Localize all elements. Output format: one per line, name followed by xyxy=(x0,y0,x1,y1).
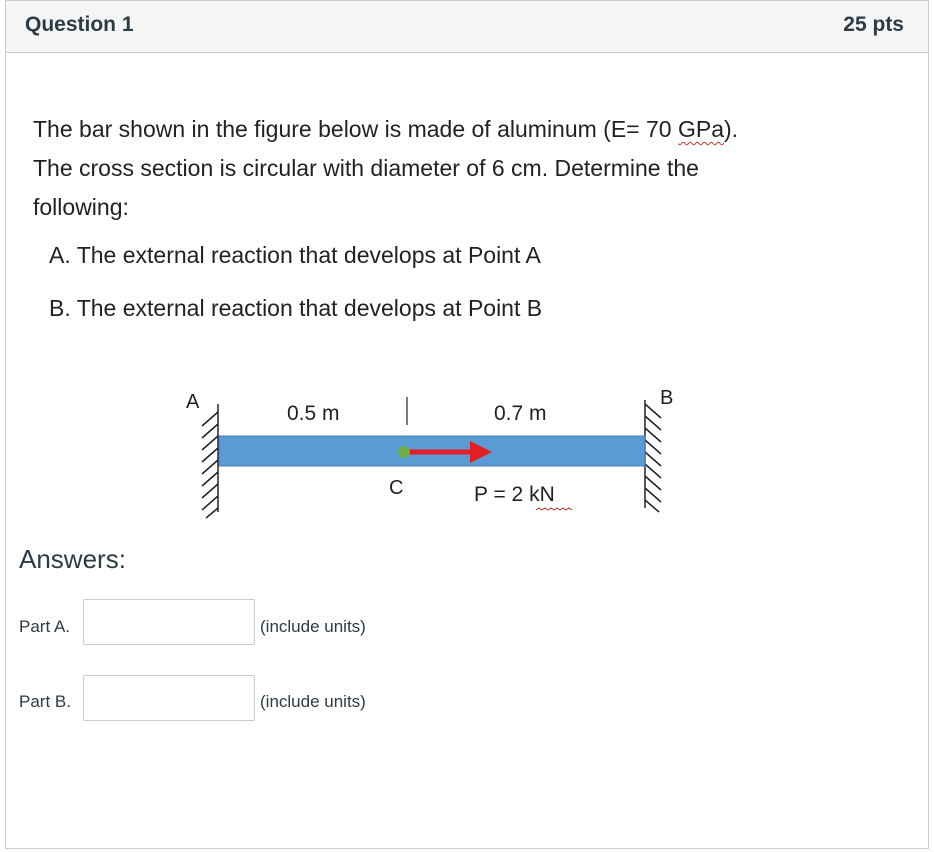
part-b-input[interactable] xyxy=(83,675,255,721)
part-a-units-hint: (include units) xyxy=(260,617,366,636)
problem-line-3: following: xyxy=(33,194,129,220)
length-right: 0.7 m xyxy=(494,402,547,425)
part-a-input[interactable] xyxy=(83,599,255,645)
label-c: C xyxy=(389,477,404,499)
load-label-unit: kN xyxy=(529,483,555,506)
problem-item-b: B. The external reaction that develops at Point B xyxy=(49,295,543,321)
problem-item-a: A. The external reaction that develops at Point A xyxy=(49,242,541,268)
length-left: 0.5 m xyxy=(287,402,340,425)
problem-line-2: The cross section is circular with diameter of 6 cm. Determine the xyxy=(33,155,699,181)
label-a: A xyxy=(186,391,200,413)
label-b: B xyxy=(660,387,674,409)
question-title: Question 1 xyxy=(25,13,134,36)
spellcheck-word: GPa xyxy=(677,116,725,142)
part-a-label: Part A. xyxy=(19,617,71,636)
load-label-prefix: P = 2 xyxy=(474,483,530,506)
right-wall-hatch xyxy=(645,404,661,512)
left-wall-hatch xyxy=(202,412,218,518)
load-label xyxy=(474,483,555,506)
point-c-marker xyxy=(398,446,410,458)
part-b-label: Part B. xyxy=(19,692,71,711)
spellcheck-underline xyxy=(536,508,572,510)
answers-heading: Answers: xyxy=(19,544,126,574)
problem-line-1-end: ). xyxy=(724,116,739,142)
problem-line-1-text: The bar shown in the figure below is made of aluminum (E= 70 xyxy=(33,116,678,142)
question-points: 25 pts xyxy=(843,13,904,36)
part-b-units-hint: (include units) xyxy=(260,692,366,711)
